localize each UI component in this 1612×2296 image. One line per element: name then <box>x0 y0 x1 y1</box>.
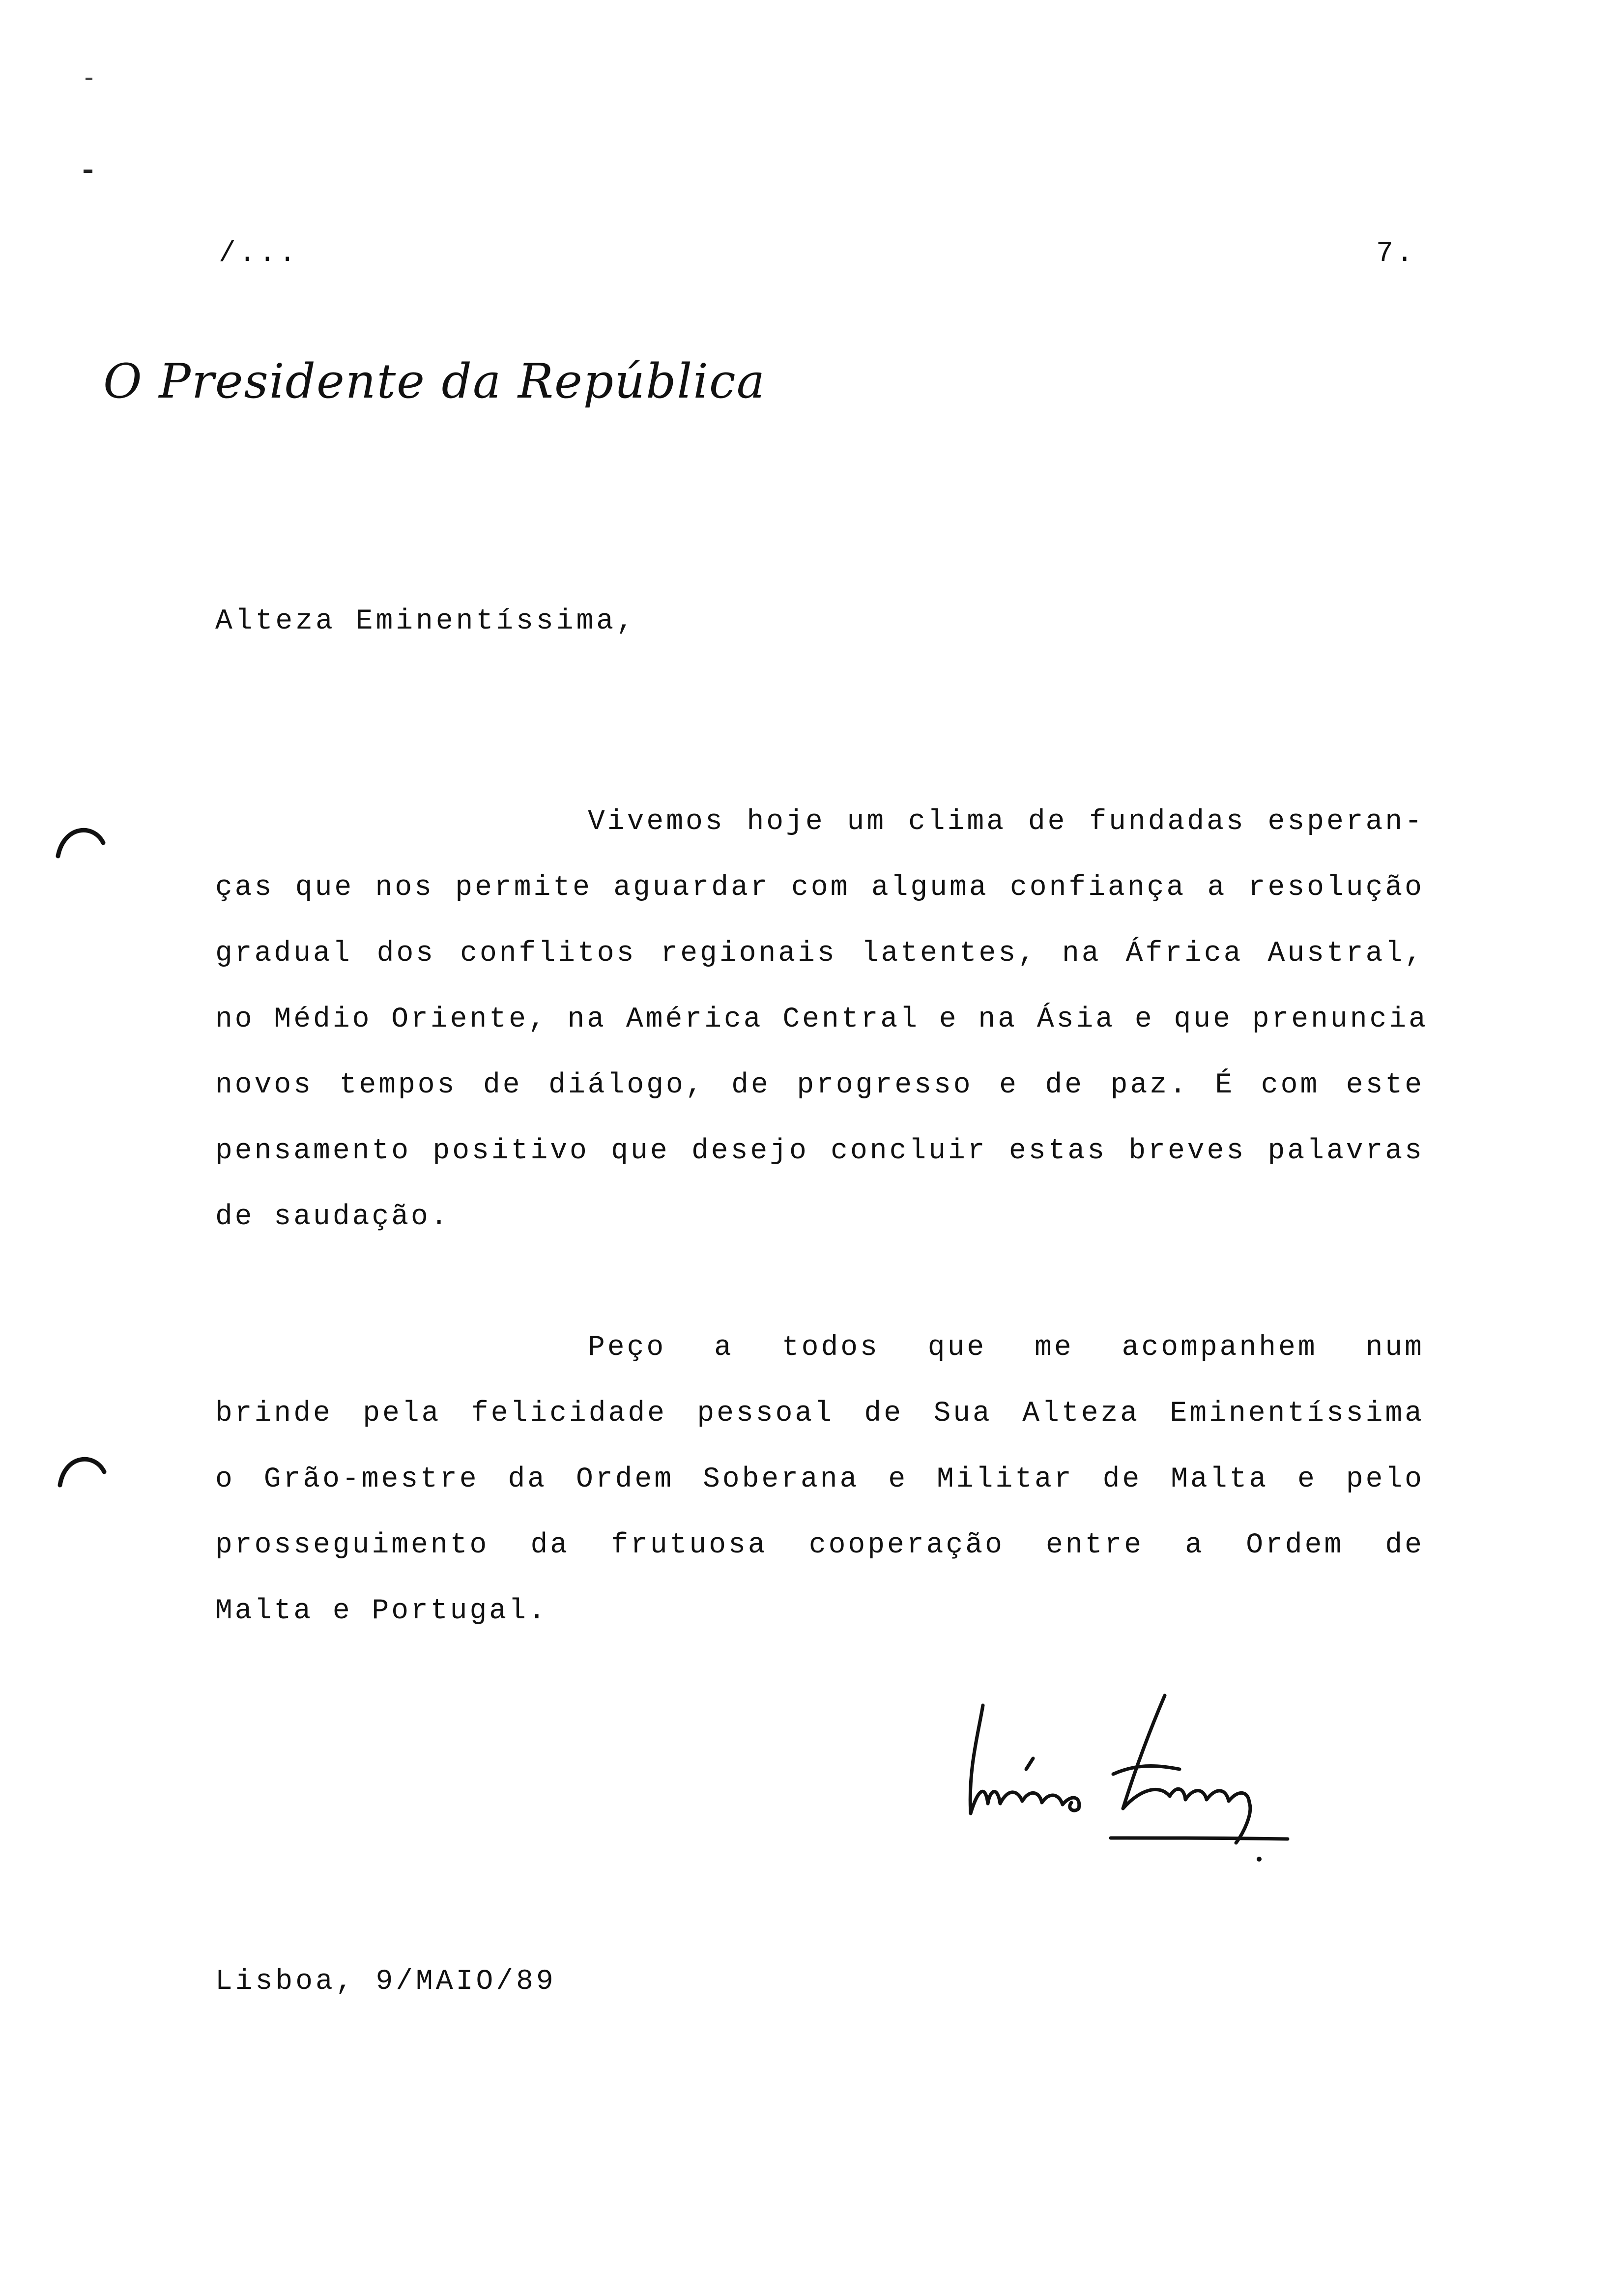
paragraph-line: gradual dos conflitos regionais latentes, na África Austral, <box>215 938 1424 970</box>
page-number: 7. <box>1376 238 1416 270</box>
paragraph-line: ças que nos permite aguardar com alguma confiança a resolução <box>215 872 1424 904</box>
paragraph-1 <box>215 789 1428 1250</box>
paragraph-line: Vivemos hoje um clima de fundadas esperan- <box>588 806 1424 838</box>
handwritten-signature <box>949 1691 1302 1867</box>
paragraph-line: de saudação. <box>215 1201 450 1233</box>
paragraph-line: no Médio Oriente, na América Central e na Ásia e que prenuncia <box>215 1004 1428 1035</box>
paragraph-line: brinde pela felicidade pessoal de Sua Alteza Eminentíssima <box>215 1398 1424 1430</box>
punch-hole-mark-bottom <box>55 1450 109 1489</box>
salutation: Alteza Eminentíssima, <box>215 605 636 637</box>
place-date: Lisboa, 9/MAIO/89 <box>215 1966 556 1998</box>
margin-speck <box>84 170 92 173</box>
continuation-mark: /... <box>219 238 299 270</box>
punch-hole-mark-top <box>54 821 108 860</box>
margin-speck <box>86 78 92 80</box>
paragraph-line: Peço a todos que me acompanhem num <box>588 1332 1424 1364</box>
paragraph-line: novos tempos de diálogo, de progresso e de paz. É com este <box>215 1069 1424 1101</box>
paragraph-line: o Grão-mestre da Ordem Soberana e Militar de Malta e pelo <box>215 1464 1424 1495</box>
letterhead-title: O Presidente da República <box>103 354 766 409</box>
paragraph-line: Malta e Portugal. <box>215 1595 548 1627</box>
paragraph-line: pensamento positivo que desejo concluir estas breves palavras <box>215 1135 1424 1167</box>
paragraph-2 <box>215 1315 1424 1644</box>
paragraph-line: prosseguimento da frutuosa cooperação entre a Ordem de <box>215 1529 1424 1561</box>
